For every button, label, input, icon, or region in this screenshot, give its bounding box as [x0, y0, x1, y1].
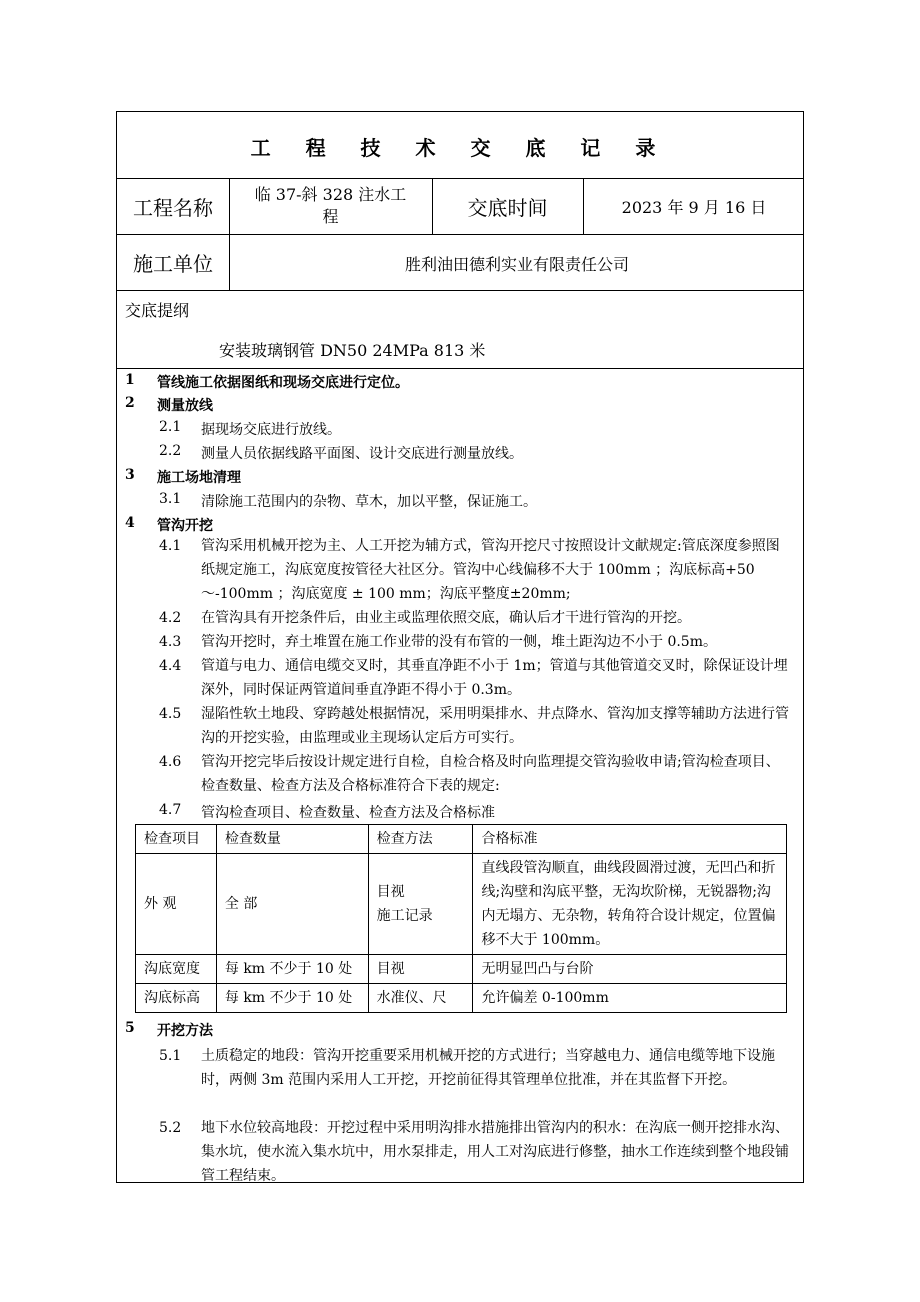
row-divider	[117, 368, 803, 369]
subsection-number: 5.2	[159, 1120, 182, 1136]
project-value-line2: 程	[322, 207, 339, 226]
table-cell	[368, 854, 473, 955]
row-divider	[117, 234, 803, 235]
method-line: 目视	[376, 884, 405, 900]
subsection-text: 管沟开挖完毕后按设计规定进行自检，自检合格及时向监理提交管沟验收申请;管沟检查项目、检查数量、检查方法及合格标准符合下表的规定:	[201, 754, 780, 794]
document-title: 工 程 技 术 交 底 记 录	[250, 136, 670, 160]
table-cell: 全 部	[216, 854, 368, 955]
subsection-number: 4.5	[159, 706, 182, 722]
unit-value: 胜利油田德利实业有限责任公司	[404, 255, 629, 274]
section-title: 管线施工依据图纸和现场交底进行定位。	[157, 375, 409, 391]
section-number: 4	[125, 515, 135, 531]
table-cell: 外 观	[136, 854, 217, 955]
row-divider	[117, 178, 803, 179]
subsection-number: 4.4	[159, 658, 182, 674]
subsection-number: 5.1	[159, 1048, 182, 1064]
table-header: 检查项目	[136, 825, 217, 854]
section-title: 管沟开挖	[157, 518, 213, 534]
subsection-number: 3.1	[159, 491, 182, 507]
row-divider	[117, 290, 803, 291]
table-cell: 允许偏差 0-100mm	[473, 984, 787, 1013]
subsection-number: 4.3	[159, 634, 182, 650]
subsection-text: 湿陷性软土地段、穿跨越处根据情况，采用明渠排水、井点降水、管沟加支撑等辅助方法进行管沟的开挖实验，由监理或业主现场认定后方可实行。	[201, 706, 789, 746]
subsection-number: 4.6	[159, 754, 182, 770]
subsection-text: 据现场交底进行放线。	[201, 422, 341, 438]
table-row	[136, 955, 787, 984]
table-cell: 无明显凹凸与台阶	[473, 955, 787, 984]
table-cell: 沟底宽度	[136, 955, 217, 984]
section-number: 5	[125, 1020, 135, 1036]
table-cell: 沟底标高	[136, 984, 217, 1013]
document-frame	[116, 111, 804, 1183]
table-header: 检查方法	[368, 825, 473, 854]
table-cell: 直线段管沟顺直，曲线段圆滑过渡，无凹凸和折线;沟壁和沟底平整，无沟坎阶梯，无锐器物;沟内无塌方、无杂物，转角符合设计规定，位置偏移不大于 100mm。	[473, 854, 787, 955]
table-cell: 每 km 不少于 10 处	[216, 955, 368, 984]
table-row	[136, 854, 787, 955]
project-value-line1: 临 37-斜 328 注水工	[254, 185, 407, 204]
section-title: 施工场地清理	[157, 470, 241, 486]
unit-label: 施工单位	[133, 252, 213, 276]
date-value: 2023 年 9 月 16 日	[621, 198, 767, 217]
subsection-text: 地下水位较高地段：开挖过程中采用明沟排水措施排出管沟内的积水：在沟底一侧开挖排水沟、集水坑，使水流入集水坑中，用水泵排走，用人工对沟底进行修整，抽水工作连续到整个地段铺管工程结束。	[201, 1120, 789, 1184]
section-number: 3	[125, 467, 135, 483]
date-label: 交底时间	[467, 196, 548, 220]
section-number: 1	[125, 372, 135, 388]
table-header: 合格标准	[473, 825, 787, 854]
project-label: 工程名称	[133, 196, 213, 220]
table-cell: 水准仪、尺	[368, 984, 473, 1013]
subsection-text: 测量人员依据线路平面图、设计交底进行测量放线。	[201, 446, 523, 462]
table-cell: 目视	[368, 955, 473, 984]
subsection-text: 土质稳定的地段：管沟开挖重要采用机械开挖的方式进行；当穿越电力、通信电缆等地下设施时，两侧 3m 范围内采用人工开挖，开挖前征得其管理单位批准，并在其监督下开挖。	[201, 1048, 775, 1088]
section-title: 测量放线	[157, 398, 213, 414]
section-number: 2	[125, 395, 135, 411]
subsection-text: 管沟检查项目、检查数量、检查方法及合格标准	[201, 805, 495, 821]
outline-label: 交底提纲	[125, 301, 190, 320]
table-header-row	[136, 825, 787, 854]
section-title: 开挖方法	[157, 1023, 213, 1039]
project-value	[229, 184, 432, 228]
subsection-number: 4.2	[159, 610, 182, 626]
subsection-text: 管道与电力、通信电缆交叉时，其垂直净距不小于 1m；管道与其他管道交叉时，除保证设计埋深外，同时保证两管道间垂直净距不得小于 0.3m。	[201, 658, 788, 698]
subsection-text: 在管沟具有开挖条件后，由业主或监理依照交底，确认后才干进行管沟的开挖。	[201, 610, 691, 626]
table-cell: 每 km 不少于 10 处	[216, 984, 368, 1013]
outline-value: 安装玻璃钢管 DN50 24MPa 813 米	[219, 341, 486, 360]
subsection-number: 2.1	[159, 419, 182, 435]
subsection-number: 2.2	[159, 443, 182, 459]
inspection-table	[135, 824, 787, 1013]
table-header: 检查数量	[216, 825, 368, 854]
method-line: 施工记录	[376, 908, 433, 924]
subsection-number: 4.1	[159, 538, 182, 554]
subsection-text: 管沟开挖时，弃土堆置在施工作业带的没有布管的一侧，堆土距沟边不小于 0.5m。	[201, 634, 717, 650]
subsection-number: 4.7	[159, 802, 182, 818]
table-row	[136, 984, 787, 1013]
subsection-text: 管沟采用机械开挖为主、人工开挖为辅方式，管沟开挖尺寸按照设计文献规定:管底深度参照图纸规定施工，沟底宽度按管径大社区分。管沟中心线偏移不大于 100mm ；沟底标高+50～-100mm ；沟底宽度 ± 100 mm；沟底平整度±20mm;	[201, 538, 780, 602]
subsection-text: 清除施工范围内的杂物、草木，加以平整，保证施工。	[201, 494, 537, 510]
